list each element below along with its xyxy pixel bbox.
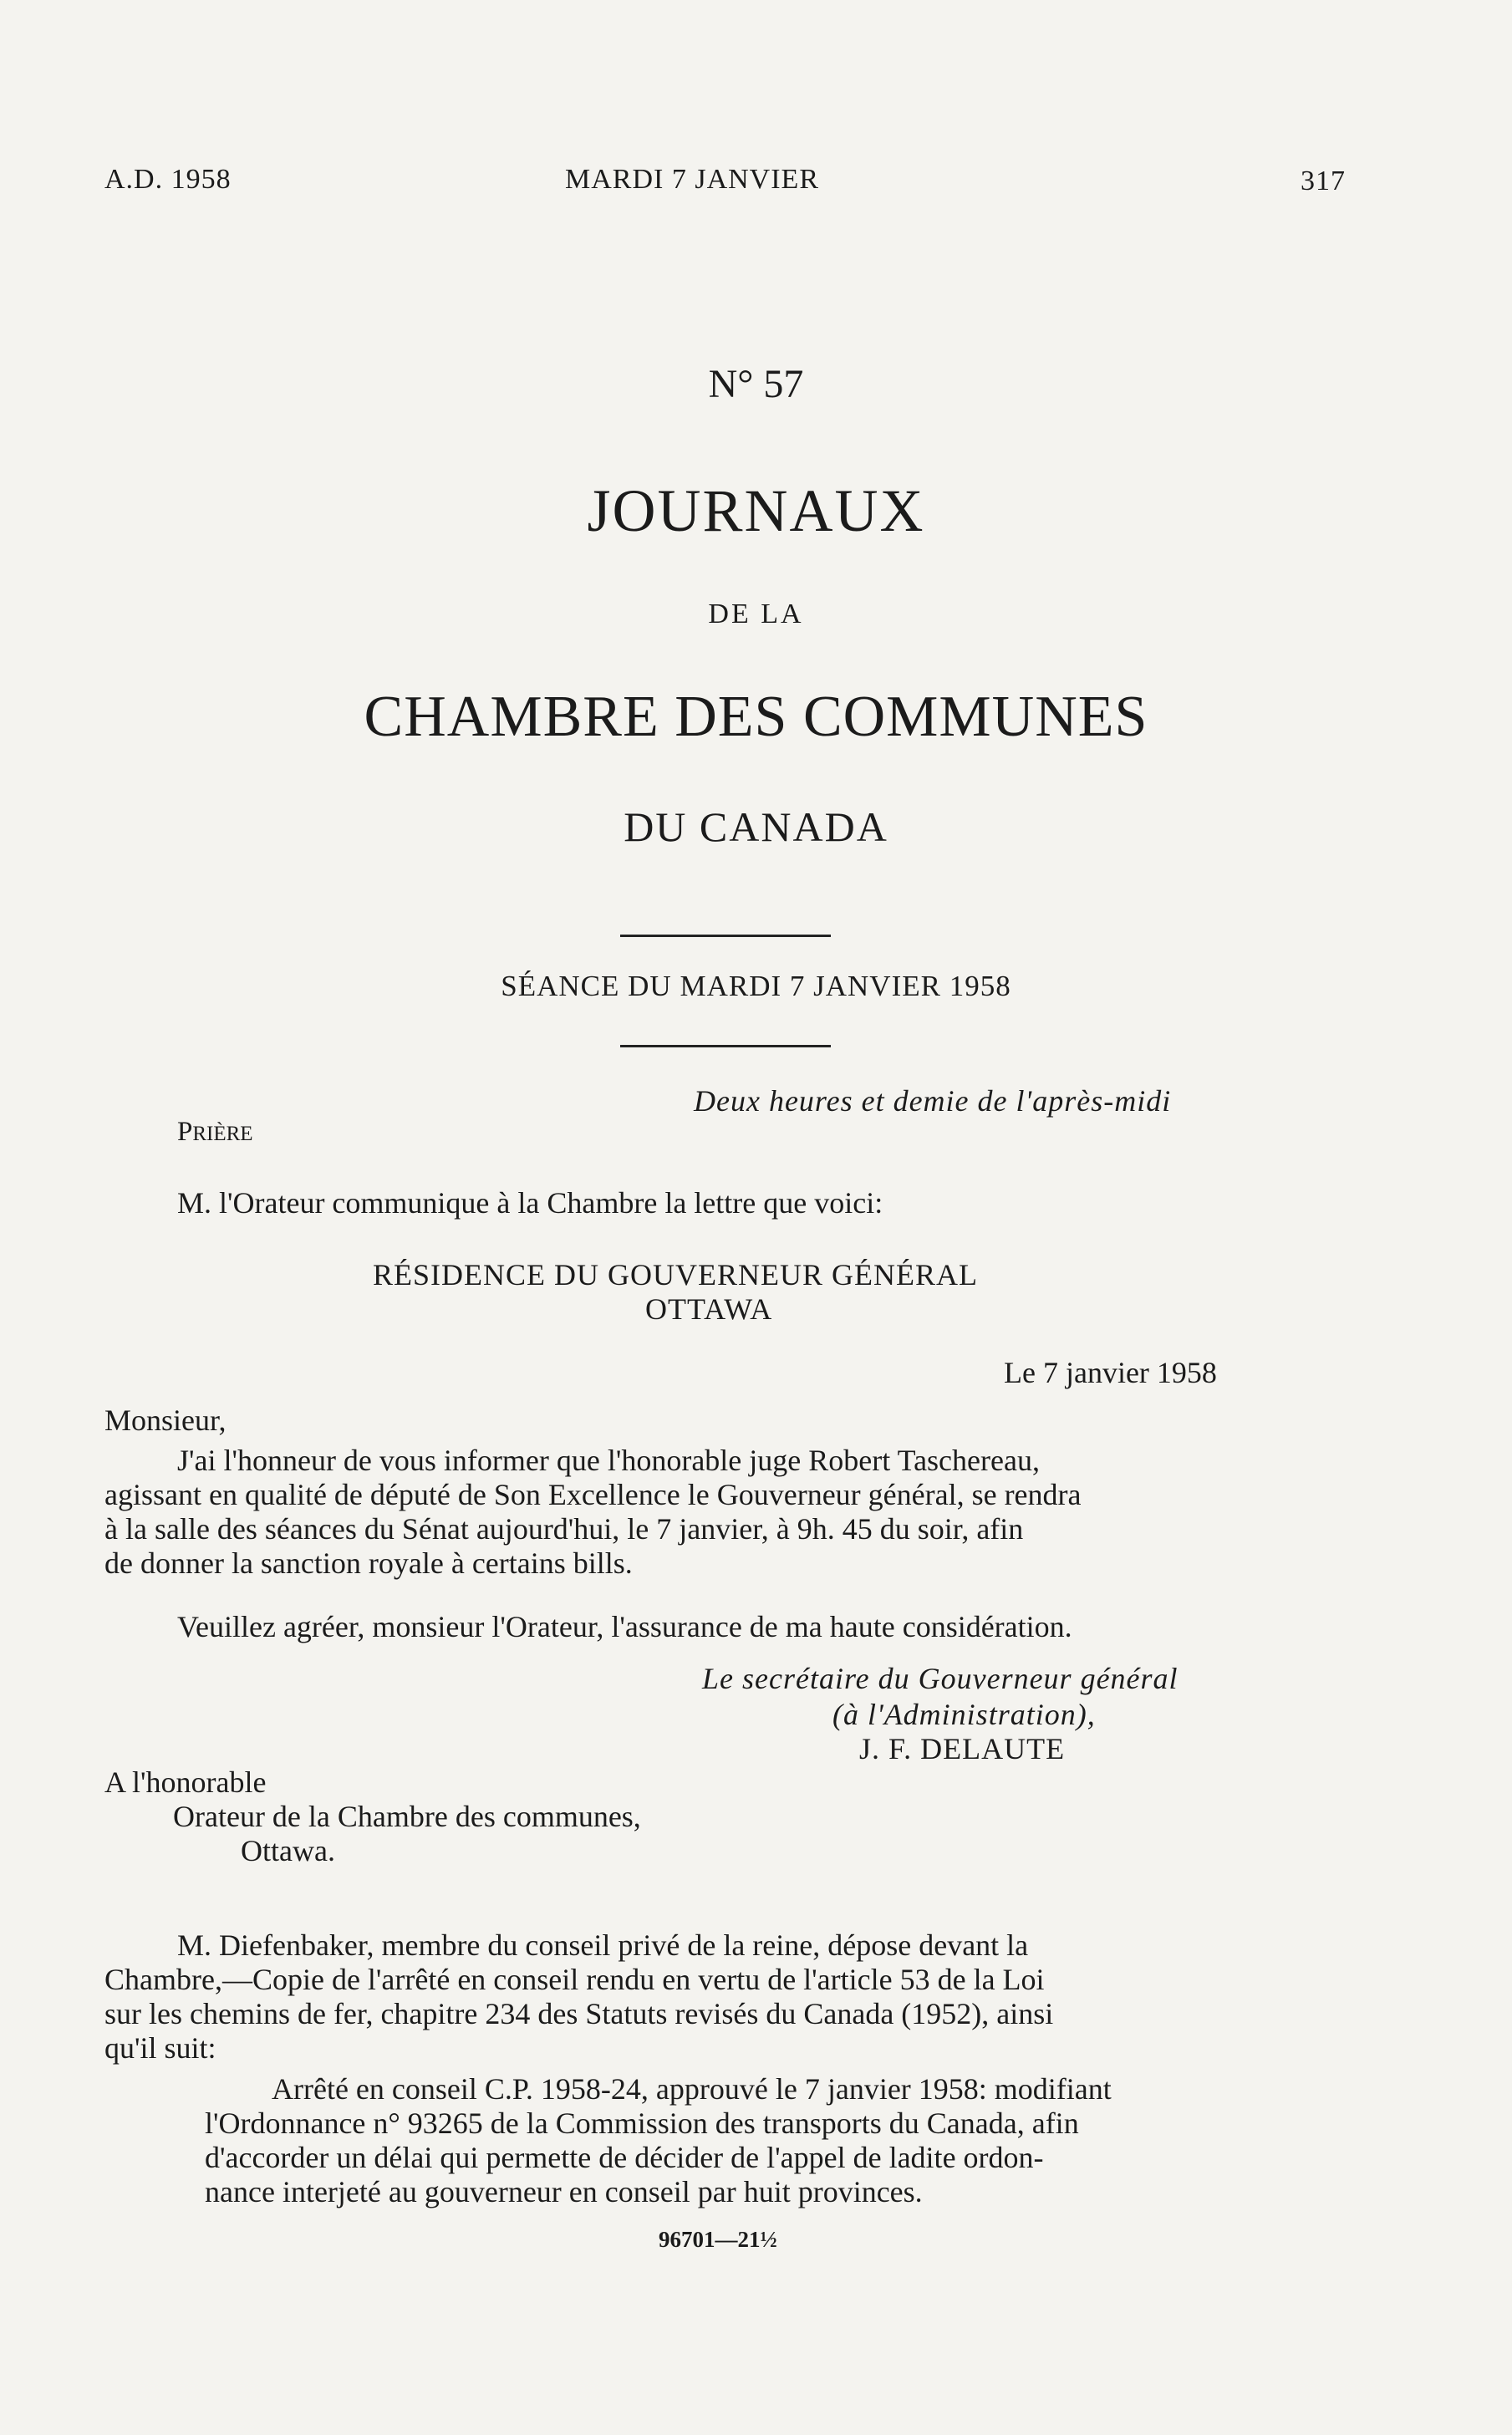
letter-date: Le 7 janvier 1958 [1004,1356,1217,1389]
chambre-title: CHAMBRE DES COMMUNES [364,685,1148,749]
du-canada-line: DU CANADA [624,803,888,850]
footer-printer-code: 96701—21½ [659,2227,777,2252]
address-line-3: Ottawa. [241,1834,335,1867]
issue-number: N° 57 [708,362,804,406]
signature-title: Le secrétaire du Gouverneur général [702,1662,1179,1695]
seance-line: SÉANCE DU MARDI 7 JANVIER 1958 [501,970,1011,1002]
journaux-title: JOURNAUX [587,477,925,544]
priere-heading [177,1117,253,1148]
priere-rest: RIÈRE [192,1123,253,1145]
diefenbaker-line-2: Chambre,—Copie de l'arrêté en conseil rendu en vertu de l'article 53 de la Loi [104,1963,1045,1996]
letter-closing: Veuillez agréer, monsieur l'Orateur, l'assurance de ma haute considération. [177,1610,1072,1643]
arrete-line-3: d'accorder un délai qui permette de décider de l'appel de ladite ordon- [205,2141,1044,2174]
address-line-2: Orateur de la Chambre des communes, [173,1800,641,1833]
letter-heading-ottawa: OTTAWA [645,1292,773,1326]
letter-body-line-2: agissant en qualité de député de Son Excellence le Gouverneur général, se rendra [104,1478,1082,1511]
signature-name: J. F. DELAUTE [859,1732,1066,1765]
priere-initial: P [177,1117,193,1147]
letter-salutation: Monsieur, [104,1403,227,1437]
diefenbaker-line-4: qu'il suit: [104,2031,216,2065]
diefenbaker-line-1: M. Diefenbaker, membre du conseil privé de la reine, dépose devant la [177,1928,1029,1962]
diefenbaker-line-3: sur les chemins de fer, chapitre 234 des Statuts revisés du Canada (1952), ainsi [104,1997,1054,2030]
address-line-1: A l'honorable [104,1765,267,1799]
letter-body-line-4: de donner la sanction royale à certains bills. [104,1546,633,1580]
intro-line: M. l'Orateur communique à la Chambre la lettre que voici: [177,1186,883,1220]
title-rule-top [620,935,831,937]
title-rule-bottom [620,1045,831,1047]
letter-heading-residence: RÉSIDENCE DU GOUVERNEUR GÉNÉRAL [373,1258,978,1291]
letter-body-line-3: à la salle des séances du Sénat aujourd'hui, le 7 janvier, à 9h. 45 du soir, afin [104,1512,1024,1546]
letter-body-line-1: J'ai l'honneur de vous informer que l'honorable juge Robert Taschereau, [177,1444,1040,1477]
header-year: A.D. 1958 [104,164,232,195]
time-of-day: Deux heures et demie de l'après-midi [694,1084,1172,1118]
arrete-line-1: Arrêté en conseil C.P. 1958-24, approuvé le 7 janvier 1958: modifiant [272,2072,1112,2106]
arrete-line-2: l'Ordonnance n° 93265 de la Commission des transports du Canada, afin [205,2106,1079,2140]
header-page-number: 317 [1301,166,1346,196]
header-date: MARDI 7 JANVIER [565,164,819,195]
de-la-line: DE LA [708,599,804,629]
signature-subtitle: (à l'Administration), [832,1698,1096,1731]
arrete-line-4: nance interjeté au gouverneur en conseil par huit provinces. [205,2175,923,2208]
